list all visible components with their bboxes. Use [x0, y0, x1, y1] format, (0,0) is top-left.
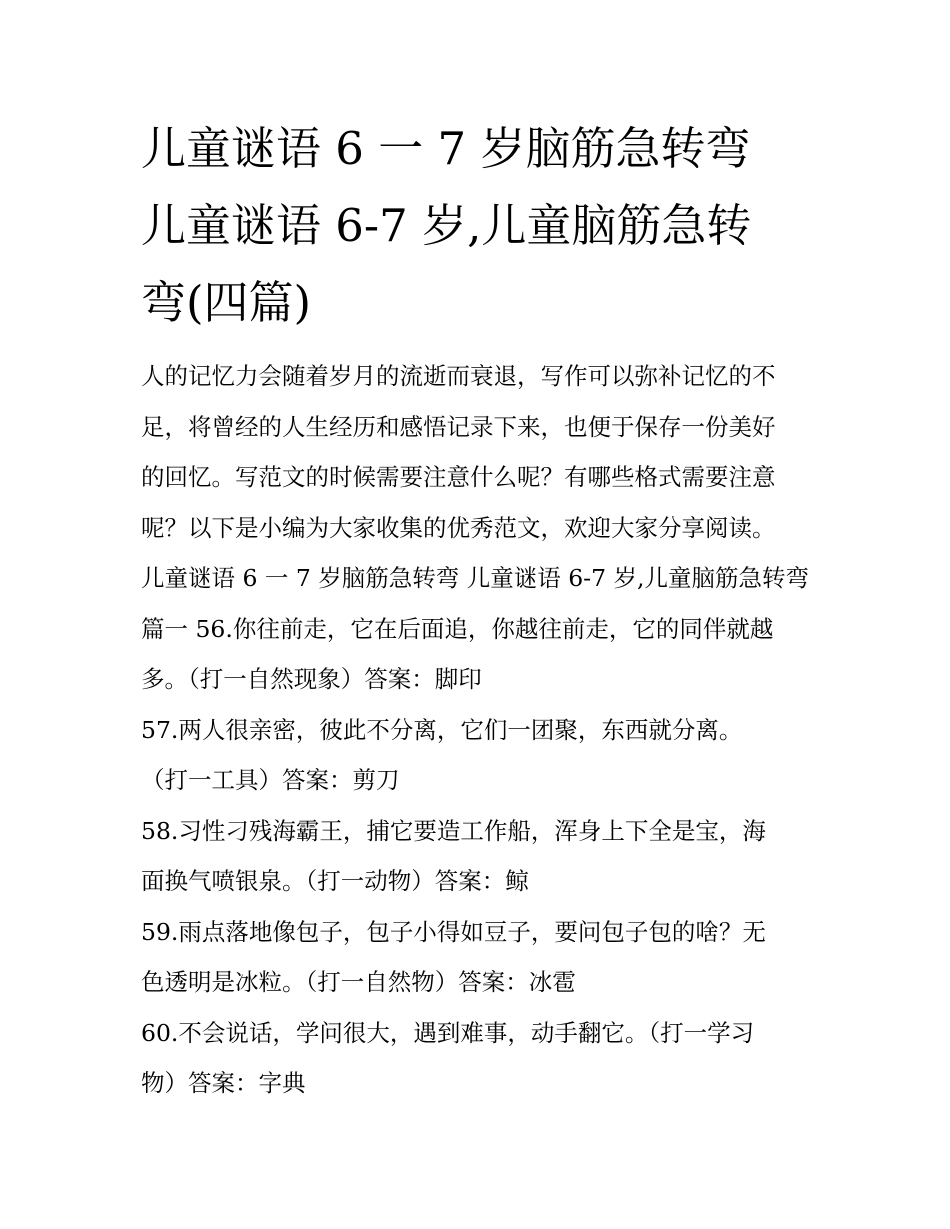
body-line: 色透明是冰粒。（打一自然物）答案：冰雹	[141, 968, 576, 996]
body-line: 59.雨点落地像包子，包子小得如豆子，要问包子包的啥？无	[141, 917, 766, 946]
title-line: 弯(四篇)	[141, 276, 312, 329]
document-page	[141, 110, 831, 1109]
body-line: 篇一 56.你往前走，它在后面追，你越往前走，它的同伴就越	[141, 614, 774, 643]
body-line: 呢？以下是小编为大家收集的优秀范文，欢迎大家分享阅读。	[141, 513, 776, 542]
body-line: 面换气喷银泉。（打一动物）答案：鲸	[141, 867, 529, 895]
body-line: 人的记忆力会随着岁月的流逝而衰退，写作可以弥补记忆的不	[141, 362, 776, 390]
title-line: 儿童谜语 6 一 7 岁脑筋急转弯	[141, 122, 751, 175]
body-line: 的回忆。写范文的时候需要注意什么呢？有哪些格式需要注意	[141, 463, 776, 491]
body-line: 多。（打一自然现象）答案：脚印	[141, 665, 482, 693]
body-line: 60.不会说话，学问很大，遇到难事，动手翻它。（打一学习	[141, 1018, 755, 1047]
document-body	[141, 351, 831, 1109]
body-line: 儿童谜语 6 一 7 岁脑筋急转弯 儿童谜语 6-7 岁,儿童脑筋急转弯	[141, 564, 810, 592]
document-title	[141, 110, 831, 341]
title-line: 儿童谜语 6-7 岁,儿童脑筋急转	[141, 199, 752, 252]
body-line: 57.两人很亲密，彼此不分离，它们一团聚，东西就分离。	[141, 715, 743, 744]
body-line: 足，将曾经的人生经历和感悟记录下来，也便于保存一份美好	[141, 412, 776, 441]
body-line: 物）答案：字典	[141, 1069, 306, 1097]
body-line: 58.习性刁残海霸王，捕它要造工作船，浑身上下全是宝，海	[141, 816, 766, 845]
body-line: （打一工具）答案：剪刀	[141, 766, 400, 794]
